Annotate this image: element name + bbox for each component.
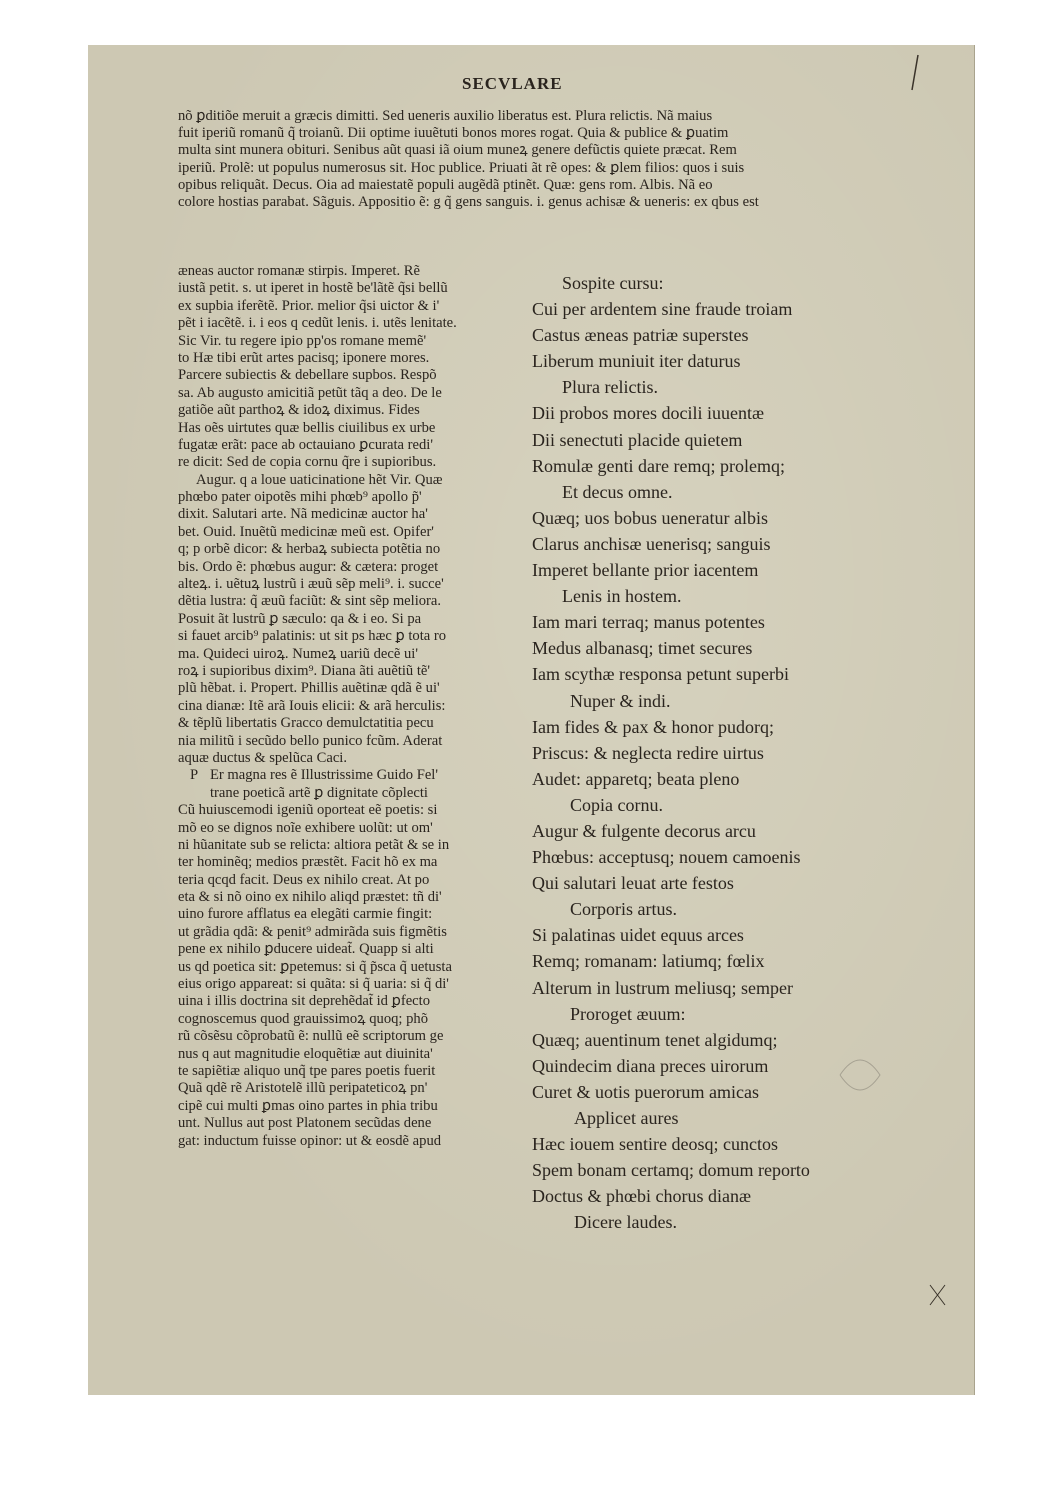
commentary-line: rũ cõsẽsu cõprobatũ ẽ: nullũ eẽ scriptorum ge [178, 1028, 444, 1045]
commentary-line: ex supbia iferẽtẽ. Prior. melior q̃si uictor & i' [178, 297, 440, 314]
poem-line: Spem bonam certamq; domum reporto [532, 1160, 810, 1181]
poem-line: Plura relictis. [562, 377, 658, 398]
commentary-line: bis. Ordo ẽ: phœbus augur: & cætera: proget [178, 558, 439, 575]
commentary-line: to Hæ tibi erũt artes pacisq; iponere mores. [178, 349, 430, 366]
commentary-line: iustã petit. s. ut iperet in hostẽ be'lãtẽ q̃si bellũ [178, 280, 448, 297]
text-line: colore hostias parabat. Sãguis. Appositio ẽ: g q̃ gens sanguis. i. genus achisæ & ueneris: ex qbus est [178, 193, 759, 210]
commentary-line: trane poeticã artẽ ꝑ dignitate cõplecti [210, 784, 428, 801]
text-line: opibus reliquãt. Decus. Oia ad maiestatẽ populi augẽdã ptinẽt. Quæ: gens rom. Albis. Nã eo [178, 176, 713, 193]
commentary-line: cina dianæ: Itẽ arã Iouis elicii: & arã herculis: [178, 697, 446, 714]
poem-line: Quæq; auentinum tenet algidumq; [532, 1029, 778, 1050]
poem-line: Doctus & phœbi chorus dianæ [532, 1186, 751, 1207]
poem-line: Copia cornu. [570, 794, 663, 815]
commentary-line: Parcere subiectis & debellare supbos. Respõ [178, 367, 437, 384]
poem-line: Priscus: & neglecta redire uirtus [532, 742, 764, 763]
poem-line: Lenis in hostem. [562, 586, 682, 607]
commentary-line: te sapiẽtiæ aliquo unq̃ tpe pares poetis fuerit [178, 1062, 436, 1079]
commentary-line: cipẽ cui multi ꝑmas oino partes in phia tribu [178, 1097, 438, 1114]
guide-letter: P [190, 767, 199, 784]
commentary-line: ut grãdia qdã: & penit⁹ admirãda suis figmẽtis [178, 923, 447, 940]
poem-line: Augur & fulgente decorus arcu [532, 820, 756, 841]
running-head: SECVLARE [462, 74, 563, 93]
commentary-line: teria qcqd facit. Deus ex nihilo creat. At po [178, 871, 430, 888]
commentary-line: dixit. Salutari arte. Nã medicinæ auctor ha' [178, 506, 428, 523]
text-line: fuit iperiũ romanũ q̃ troianũ. Dii optime iuuẽtuti bonos mores rogat. Quia & publice & ꝑuatim [178, 125, 729, 142]
poem-line: Quæq; uos bobus ueneratur albis [532, 507, 768, 528]
commentary-line: alteꝝ. i. uẽtuꝝ lustrũ i æuũ sẽp meli⁹. i. succe' [178, 576, 444, 593]
poem-line: Imperet bellante prior iacentem [532, 560, 759, 581]
commentary-line: uino furore afflatus ea elegãti carmie fingit: [178, 906, 433, 923]
commentary-line: eta & si nõ oino ex nihilo aliqd præstet: tñ di' [178, 889, 442, 906]
commentary-line: Cũ huiuscemodi igeniũ oporteat eẽ poetis: si [178, 802, 438, 819]
commentary-line: pẽt i iacẽtẽ. i. i eos q cedũt lenis. i. utẽs lenitate. [178, 315, 457, 332]
poem-line: Qui salutari leuat arte festos [532, 873, 734, 894]
poem-line: Clarus anchisæ uenerisq; sanguis [532, 533, 771, 554]
poem-line: Phœbus: acceptusq; nouem camoenis [532, 847, 801, 868]
poem-line: Romulæ genti dare remq; prolemq; [532, 455, 785, 476]
poem-line: Iam scythæ responsa petunt superbi [532, 664, 789, 685]
commentary-line: Quã qdẽ rẽ Aristotelẽ illũ peripateticoꝝ pn' [178, 1080, 428, 1097]
poem-line: Alterum in lustrum meliusq; semper [532, 977, 793, 998]
commentary-line: q; p orbẽ dicor: & herbaꝝ subiecta potẽtia no [178, 541, 441, 558]
commentary-line: re dicit: Sed de copia cornu q̃re i supioribus. [178, 454, 437, 471]
poem-line: Medus albanasq; timet secures [532, 638, 753, 659]
commentary-line: Sic Vir. tu regere ipio pp'os romane memẽ' [178, 332, 427, 349]
poem-line: Proroget æuum: [570, 1003, 686, 1024]
poem-line: Dicere laudes. [574, 1212, 677, 1233]
commentary-line: Has oẽs uirtutes quæ bellis ciuilibus ex urbe [178, 419, 436, 436]
commentary-line: gatiõe aũt parthoꝝ & idoꝝ diximus. Fides [178, 402, 420, 419]
commentary-line: sa. Ab augusto amicitiã petũt tãq a deo. De le [178, 384, 442, 401]
poem-line: Dii senectuti placide quietem [532, 429, 743, 450]
commentary-line: mõ eo se dignos noĩe exhibere uolũt: ut om' [178, 819, 433, 836]
poem-line: Quindecim diana preces uirorum [532, 1055, 769, 1076]
text-line: multa sint munera obituri. Senibus aũt quasi iã oium muneꝝ genere defũctis quiete præcat. Rem [178, 142, 737, 159]
commentary-line: bet. Ouid. Inuẽtũ medicinæ meũ est. Opifer' [178, 523, 434, 540]
poem-line: Cui per ardentem sine fraude troiam [532, 299, 793, 320]
poem-line: Applicet aures [574, 1108, 679, 1128]
poem-line: Sospite cursu: [562, 273, 664, 293]
poem-line: Si palatinas uidet equus arces [532, 925, 744, 946]
commentary-line: us qd poetica sit: ꝑpetemus: si q̃ p̃sca q̃ uetusta [178, 958, 452, 975]
commentary-line: Augur. q a loue uaticinatione hẽt Vir. Quæ [196, 471, 443, 488]
poem-line: Liberum muniuit iter daturus [532, 351, 741, 372]
commentary-line: si fauet arcib⁹ palatinis: ut sit ps hæc ꝑ tota ro [178, 628, 447, 645]
poem-line: Iam mari terraq; manus potentes [532, 612, 765, 633]
commentary-line: æneas auctor romanæ stirpis. Imperet. Rẽ [178, 263, 420, 279]
commentary-line: nus q aut magnitudie eloquẽtiæ aut diuinita' [178, 1045, 433, 1062]
poem-line: Iam fides & pax & honor pudorq; [532, 716, 774, 737]
commentary-line: fugatæ erãt: pace ab octauiano ꝑcurata redi' [178, 436, 433, 453]
commentary-line: pene ex nihilo ꝑducere uideat̃. Quapp si alti [178, 941, 434, 958]
commentary-line: ma. Quideci uiroꝝ. Numeꝝ uariũ decẽ ui' [178, 645, 418, 662]
poem-line: Audet: apparetq; beata pleno [532, 768, 740, 789]
commentary-line: eius origo appareat: si quãta: si q̃ uaria: si q̃ di' [178, 976, 449, 993]
poem-line: Remq; romanam: latiumq; fœlix [532, 951, 765, 972]
poem-line: Hæc iouem sentire deosq; cunctos [532, 1134, 778, 1155]
commentary-line: aquæ ductus & spelũca Caci. [178, 749, 348, 766]
commentary-line: & tẽplũ libertatis Gracco demulctatitia pecu [178, 715, 434, 732]
commentary-line: nia militũ i secũdo bello punico fcũm. Aderat [178, 732, 443, 749]
commentary-line: ni hũanitate sub se relicta: altiora petãt & se in [178, 836, 450, 853]
poem-line: Dii probos mores docili iuuentæ [532, 403, 764, 424]
commentary-line: dẽtia lustra: q̃ æuũ faciũt: & sint sẽp meliora. [178, 593, 442, 610]
commentary-line: roꝝ i supioribus dixim⁹. Diana ãti auẽtiũ tẽ' [178, 662, 431, 679]
poem-line: Curet & uotis puerorum amicas [532, 1081, 759, 1102]
commentary-line: cognoscemus quod grauissimoꝝ quoq; phõ [178, 1010, 429, 1027]
text-line: iperiũ. Prolẽ: ut populus numerosus sit. Hoc publice. Priuati ãt rẽ opes: & ꝑlem filios: quos i suis [178, 159, 745, 176]
commentary-line: phœbo pater oipotẽs mihi phœb⁹ apollo p̃' [178, 489, 422, 506]
poem-line: Corporis artus. [570, 899, 677, 920]
poem-line: Et decus omne. [562, 481, 673, 502]
commentary-line: ter hominẽq; medios præstẽt. Facit hõ ex ma [178, 854, 438, 871]
commentary-line: P Er magna res ẽ Illustrissime Guido Fel' [190, 767, 438, 784]
commentary-line: Posuit ãt lustrũ ꝑ sæculo: qa & i eo. Si pa [178, 610, 422, 627]
commentary-line: uina i illis doctrina sit deprehẽdat̃ id ꝑfecto [178, 993, 431, 1010]
poem-line: Castus æneas patriæ superstes [532, 325, 749, 346]
commentary-line: gat: inductum fuisse opinor: ut & eosdẽ apud [178, 1132, 442, 1149]
text-line: nõ ꝑditiõe meruit a græcis dimitti. Sed ueneris auxilio liberatus est. Plura relictis. Nã maius [178, 108, 713, 124]
poem-line: Nuper & indi. [570, 690, 671, 711]
commentary-line: plũ hẽbat. i. Propert. Phillis auẽtinæ qdã ẽ ui' [178, 680, 440, 697]
commentary-line: unt. Nullus aut post Platonem secũdas dene [178, 1115, 432, 1132]
